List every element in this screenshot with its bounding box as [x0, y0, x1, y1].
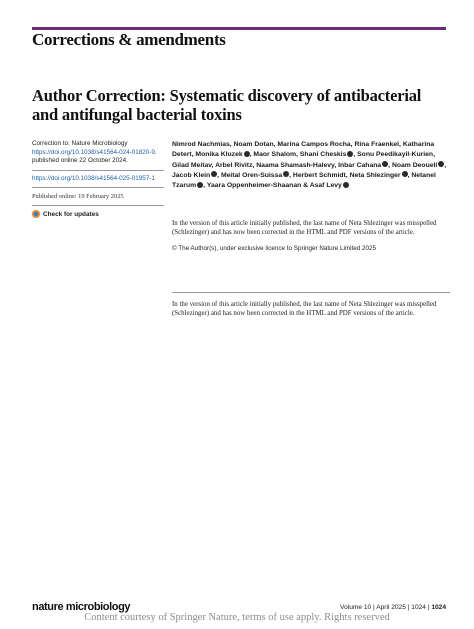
author-name[interactable]: Neta Shlezinger [349, 171, 401, 179]
author-name[interactable]: Meital Oren-Suissa [220, 171, 283, 179]
orcid-icon[interactable] [402, 171, 408, 177]
author-name[interactable]: Marina Campos Rocha [277, 141, 351, 148]
published-online: Published online: 19 February 2025 [32, 193, 124, 201]
author-name[interactable]: Herbert Schmidt [292, 171, 346, 179]
divider [32, 205, 164, 206]
orcid-icon[interactable] [343, 182, 349, 188]
correction-paragraph: In the version of this article initially published, the last name of Neta Shlezinger was misspelled (Schlezinger) and has now been corrected in the HTML and PDF versions of the article. [172, 220, 437, 237]
article-title: Author Correction: Systematic discovery of antibacterial and antifungal bacterial toxins [32, 86, 422, 124]
author-name[interactable]: Inbar Cahana [338, 161, 382, 169]
orcid-icon[interactable] [197, 182, 203, 188]
author-name[interactable]: Gilad Meitav [172, 161, 212, 169]
orcid-icon[interactable] [283, 171, 289, 177]
author-name[interactable]: Shani Cheskis [299, 151, 347, 159]
author-name[interactable]: Asaf Levy [309, 182, 342, 190]
divider [32, 187, 164, 188]
orcid-icon[interactable] [211, 171, 217, 177]
journal-name: nature microbiology [32, 601, 131, 613]
check-updates-icon [32, 210, 40, 218]
orcid-icon[interactable] [244, 151, 250, 157]
correction-doi-link[interactable]: https://doi.org/10.1038/s41564-025-01957-1 [32, 174, 155, 182]
original-published-date: published online 22 October 2024. [32, 157, 128, 165]
article-info-column [32, 140, 164, 218]
correction-paragraph-repeat: In the version of this article initially published, the last name of Neta Shlezinger was misspelled (Schlezinger) and has now been corrected in the HTML and PDF versions of the article. [172, 301, 437, 318]
orcid-icon[interactable] [438, 161, 444, 167]
copyright-notice: © The Author(s), under exclusive licence to Springer Nature Limited 2025 [172, 244, 377, 252]
author-name[interactable]: Maor Shalom [253, 151, 297, 159]
body-divider [172, 292, 450, 293]
page-info [340, 604, 446, 611]
author-name[interactable]: Rina Fraenkel [354, 141, 400, 148]
author-name[interactable]: Monika Kluzek [195, 151, 243, 159]
author-name[interactable]: Nimrod Nachmias [172, 141, 230, 148]
section-title: Corrections & amendments [32, 30, 226, 49]
author-name[interactable]: Netanel Tzarum [172, 171, 436, 190]
orcid-icon[interactable] [347, 151, 353, 157]
author-name[interactable]: Sonu Peedikayil-Kurien [357, 151, 434, 159]
check-updates-label: Check for updates [43, 210, 99, 218]
author-name[interactable]: Noam Dotan [233, 141, 274, 148]
author-name[interactable]: Arbel Rivitz [215, 161, 253, 169]
watermark: Content courtesy of Springer Nature, terms of use apply. Rights reserved [84, 612, 390, 623]
author-name[interactable]: Jacob Klein [172, 171, 211, 179]
page-number: 1024 [431, 604, 446, 611]
author-name[interactable]: Noam Deouell [391, 161, 438, 169]
divider [32, 170, 164, 171]
check-for-updates-button[interactable] [32, 210, 164, 218]
author-list: Nimrod Nachmias, Noam Dotan, Marina Campos Rocha, Rina Fraenkel, Katharina Detert, Monika Kluzek , Maor Shalom, Shani Cheskis , Sonu Peedikayil-Kurien, Gilad Meitav, Arbel Rivitz, Naama Shamash-Halevy, Inbar Cahana , Noam Deouell , Jacob Klein , Meital Oren-Suissa , Herbert Schmidt, Neta Shlezinger , Netanel Tzarum , Yaara Oppenheimer-Shaanan & Asaf Levy [172, 141, 447, 190]
correction-to: Correction to: Nature Microbiology [32, 140, 128, 147]
author-name[interactable]: Katharina Detert [172, 141, 435, 159]
volume-info: Volume 10 | April 2025 | 1024 | [340, 604, 430, 611]
orcid-icon[interactable] [382, 161, 388, 167]
author-name[interactable]: Yaara Oppenheimer-Shaanan [206, 182, 302, 190]
original-doi-link[interactable]: https://doi.org/10.1038/s41564-024-01820-9, [32, 148, 157, 156]
correction-body [172, 219, 450, 259]
author-name[interactable]: Naama Shamash-Halevy [256, 161, 335, 169]
